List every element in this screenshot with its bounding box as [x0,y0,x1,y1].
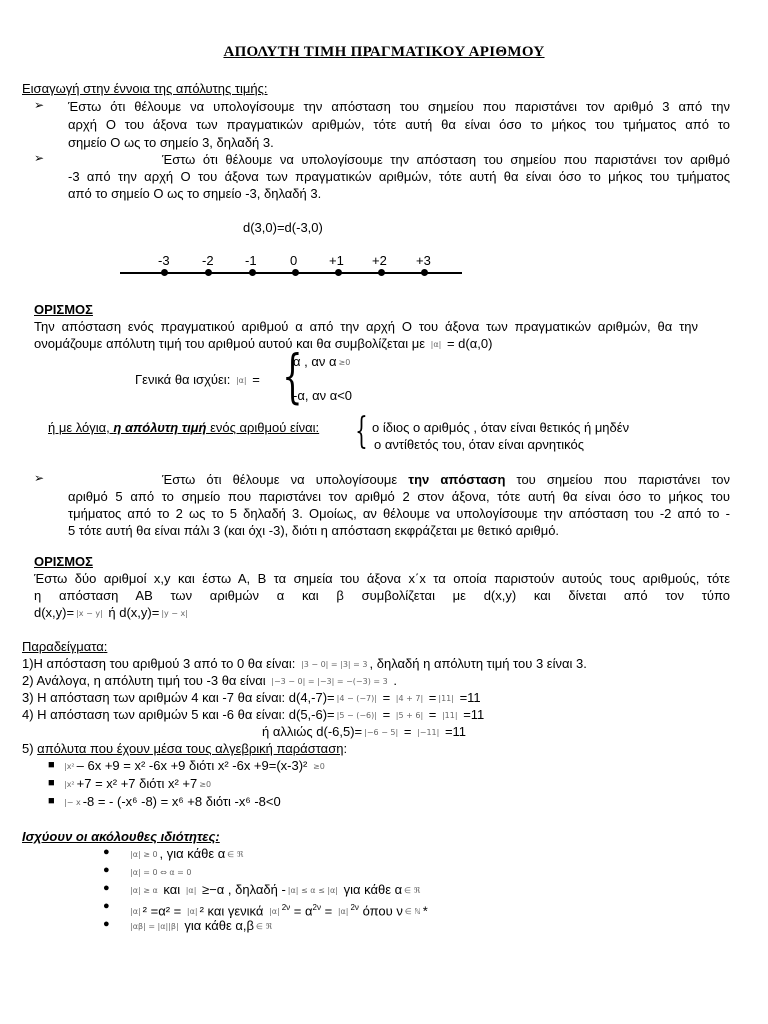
example-1: 1)Η απόσταση του αριθμού 3 από το 0 θα είναι: |3 − 0| = |3| = 3 , δηλαδή η απόλυτη τιμή του 3 είναι 3. [22,656,587,671]
property-5: |αβ| = |α||β| για κάθε α,β ∈ ℜ [130,918,272,933]
square-bullet-icon: ■ [48,759,55,771]
tick-label: +3 [416,253,431,268]
def2-line3: d(x,y)= |x − y| ή d(x,y)= |y − x| [34,605,188,620]
number-line-point [335,269,342,276]
tick-label: -2 [202,253,214,268]
case-positive: α , αν α ≥0 [293,354,351,369]
number-line-point [421,269,428,276]
number-line-point [249,269,256,276]
property-4: |α| ² =α² = |α| ² και γενικά |α| $^{2\nu} = \alpha^{2\nu} = |\alpha|$ $^{2\nu}$ όπου ν ∈ ℕ * [130,903,428,919]
sub-example-1: |x²– 6x +9 = x² -6x +9 διότι x² -6x +9=(x-3)² ≥0 [64,758,325,773]
number-line-axis [120,272,462,274]
example-3: 3) Η απόσταση των αριθμών 4 και -7 θα είναι: d(4,-7)= |4 − (−7)| = |4 + 7| = |11| =11 [22,690,481,705]
property-2: |α| = 0 ⇔ α = 0 [130,867,192,877]
tick-label: -3 [158,253,170,268]
tick-label: -1 [245,253,257,268]
intro-b1-line3: σημείο Ο ως το σημείο 3, δηλαδή 3. [68,135,274,150]
example-4: 4) Η απόσταση των αριθμών 5 και -6 θα είναι: d(5,-6)= |5 − (−6)| = |5 + 6| = |11| =11 [22,707,485,722]
general-rule: Γενικά θα ισχύει: |α| = [135,372,260,387]
number-line-point [161,269,168,276]
round-bullet-icon: ● [103,864,110,876]
intro-heading: Εισαγωγή στην έννοια της απόλυτης τιμής: [22,81,268,96]
tick-label: +1 [329,253,344,268]
number-line-point [292,269,299,276]
round-bullet-icon: ● [103,882,110,894]
left-brace-icon: { [282,342,303,410]
definition-heading: ΟΡΙΣΜΟΣ [34,302,93,317]
example-5: 5) απόλυτα που έχουν μέσα τους αλγεβρική παράσταση: [22,741,348,756]
def2-line1: Έστω δύο αριθμοί x,y και έστω Α, Β τα σημεία του άξονα x΄x τα οποία παριστούν αυτούς τους αριθμούς, τότε [34,571,730,586]
square-bullet-icon: ■ [48,777,55,789]
arrow-bullet-icon: ➢ [34,98,45,112]
properties-heading: Ισχύουν οι ακόλουθες ιδιότητες: [22,829,220,844]
round-bullet-icon: ● [103,918,110,930]
intro-b2-line3: από το σημείο Ο ως το σημείο -3, δηλαδή 3. [68,186,322,201]
b3-line4: 5 τότε αυτή θα είναι πάλι 3 (και όχι -3), διότι η απόσταση εκφράζεται με θετικό αριθμό. [68,523,560,538]
property-3: |α| ≥ α και |α| ≥−α , δηλαδή - |α| ≤ α ≤ |α| για κάθε α ∈ ℜ [130,882,421,897]
words-case1: ο ίδιος ο αριθμός , όταν είναι θετικός ή μηδέν [372,420,630,435]
intro-b2-line1: Έστω ότι θέλουμε να υπολογίσουμε την απόσταση του σημείου που παριστάνει τον αριθμό [162,152,730,167]
def1-line1: Την απόσταση ενός πραγματικού αριθμού α από την αρχή Ο του άξονα των πραγματικών αριθμών, θα την [34,319,698,334]
sub-example-3: |− x -8 = - (-x⁶ -8) = x⁶ +8 διότι -x⁶ -8<0 [64,794,281,809]
arrow-bullet-icon: ➢ [34,151,45,165]
def1-line2: ονομάζουμε απόλυτη τιμή του αριθμού αυτού και θα συμβολίζεται με |α| = d(α,0) [34,336,493,351]
page-title: ΑΠΟΛΥΤΗ ΤΙΜΗ ΠΡΑΓΜΑΤΙΚΟΥ ΑΡΙΘΜΟΥ [223,44,545,60]
round-bullet-icon: ● [103,846,110,858]
round-bullet-icon: ● [103,900,110,912]
intro-b1-line2: αρχή Ο του άξονα των πραγματικών αριθμών, τότε αυτή θα είναι όσο το μήκος του τμήματος από το [68,117,730,132]
intro-b2-line2: -3 από την αρχή Ο του άξονα των πραγματικών αριθμών, τότε αυτή θα είναι όσο το μήκος του τμήματος [68,169,730,184]
left-brace-icon: { [355,411,368,452]
tick-label: 0 [290,253,298,268]
square-bullet-icon: ■ [48,795,55,807]
example-4-alt: ή αλλιώς d(-6,5)= |−6 − 5| = |−11| =11 [262,724,467,739]
examples-heading: Παραδείγματα: [22,639,108,654]
arrow-bullet-icon: ➢ [34,471,45,485]
def2-line2: η απόσταση ΑΒ των αριθμών α και β συμβολίζεται με d(x,y) και δίνεται από τον τύπο [34,588,730,603]
distance-equation: d(3,0)=d(-3,0) [243,220,323,235]
number-line-point [378,269,385,276]
b3-line2: αριθμό 5 από το σημείο που παριστάνει τον αριθμό 2 στον άξονα, τότε αυτή θα είναι όσο το μήκος του [68,489,730,504]
b3-line1: Έστω ότι θέλουμε να υπολογίσουμε την απόσταση του σημείου που παριστάνει τον [162,472,730,487]
b3-line3: τμήματος από το 2 ως το 5 δηλαδή 3. Ομοίως, αν θέλουμε να υπολογίσουμε την απόσταση του -2 από το - [68,506,730,521]
property-1: |α| ≥ 0 , για κάθε α ∈ ℜ [130,846,244,861]
definition-heading: ΟΡΙΣΜΟΣ [34,554,93,569]
example-2: 2) Ανάλογα, η απόλυτη τιμή του -3 θα είναι |−3 − 0| = |−3| = −(−3) = 3 . [22,673,397,688]
tick-label: +2 [372,253,387,268]
sub-example-2: |x²+7 = x² +7 διότι x² +7 ≥0 [64,776,212,791]
words-definition: ή με λόγια, η απόλυτη τιμή ενός αριθμού είναι: [48,420,320,435]
intro-b1-line1: Έστω ότι θέλουμε να υπολογίσουμε την απόσταση του σημείου που παριστάνει τον αριθμό 3 από την [68,99,730,114]
number-line-point [205,269,212,276]
case-negative: -α, αν α<0 [293,388,353,403]
words-case2: ο αντίθετός του, όταν είναι αρνητικός [374,437,584,452]
